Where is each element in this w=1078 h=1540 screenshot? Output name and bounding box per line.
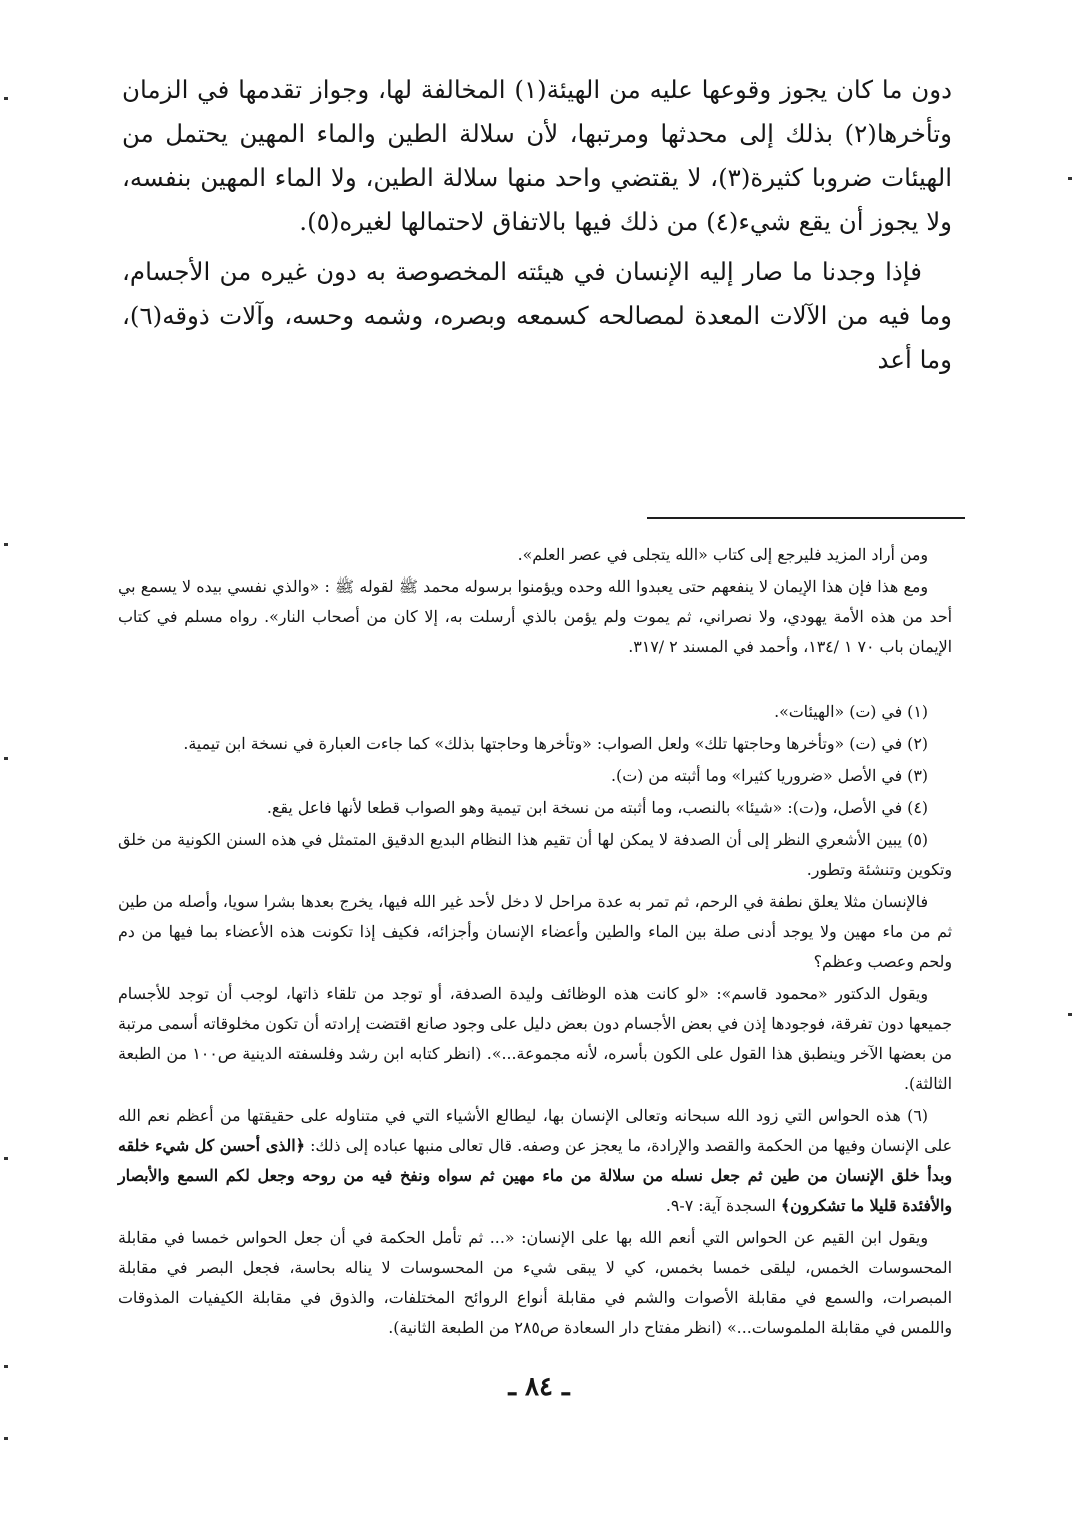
footnote-6-continued: ويقول ابن القيم عن الحواس التي أنعم الله بها على الإنسان: «... ثم تأمل الحكمة في أن جعل الحواس خمسا في مقابلة المحسوسات الخمس، ليلقى خمسا بخمس، كي لا يبقى شيء من المحسوسات لا يناله بحاسة، فجعل البصر في مقابلة المبصرات، والسمع في مقابلة الأصوات والشم في مقابلة أنواع الروائح المختلفات، والذوق في مقابلة الكيفيات المذوقات واللمس في مقابلة الملموسات...» (انظر مفتاح دار السعادة ص٢٨٥ من الطبعة الثانية). — [118, 1228, 952, 1337]
footnote-line: ومن أراد المزيد فليرجع إلى كتاب «الله يتجلى في عصر العلم». — [517, 545, 928, 564]
quran-verse: ﴿الذى أحسن كل شيء خلقه وبدأ خلق الإنسان من طين ثم جعل نسله من سلالة من ماء مهين ثم سواه ونفخ فيه من روحه وجعل لكم السمع والأبصار والأفئدة قليلا ما تشكرون﴾ — [118, 1136, 952, 1215]
main-paragraph: دون ما كان يجوز وقوعها عليه من الهيئة(١) المخالفة لها، وجواز تقدمها في الزمان وتأخرها(٢) بذلك إلى محدثها ومرتبها، لأن سلالة الطين والماء المهين يحتمل من الهيئات ضروبا كثيرة(٣)، لا يقتضي واحد منها سلالة الطين، ولا الماء المهين بنفسه، ولا يجوز أن يقع شيء(٤) من ذلك فيها بالاتفاق لاحتمالها لغيره(٥). — [122, 75, 952, 236]
verse-reference: السجدة آية: ٧-٩. — [665, 1196, 776, 1215]
scan-mark — [1068, 177, 1072, 180]
scan-mark — [4, 757, 8, 760]
footnote-6 — [118, 1101, 952, 1221]
footnote-5-quote: ويقول الدكتور «محمود قاسم»: «لو كانت هذه الوظائف وليدة الصدفة، أو توجد من تلقاء ذاتها، لوجب أن توجد للأجسام جميعها دون تفرقة، فوجودها إذن في بعض الأجسام دون بعض دليل على وجود صانع اقتضت إرادته أن تكون مخلوقاته أسمى مرتبة من بعضها الآخر وينطبق هذا القول على الكون بأسره، لأنه مجموعة...». (انظر كتابه ابن رشد وفلسفته الدينية ص١٠٠ من الطبعة الثالثة). — [118, 984, 952, 1093]
footnote-5: (٥) يبين الأشعري النظر إلى أن الصدفة لا يمكن لها أن تقيم هذا النظام البديع الدقيق المتمثل في هذه السنن الكونية من خلق وتكوين وتنشئة وتطور. — [118, 830, 952, 879]
footnote-4: (٤) في الأصل، و(ت): «شيئا» بالنصب، وما أثبته من نسخة ابن تيمية وهو الصواب قطعا لأنها فاعل يقع. — [266, 798, 928, 817]
page-number: ـ ٨٤ ـ — [508, 1372, 570, 1402]
scan-mark — [4, 1437, 8, 1440]
scan-mark — [1068, 1013, 1072, 1016]
footnote-line: ومع هذا فإن هذا الإيمان لا ينفعهم حتى يعبدوا الله وحده ويؤمنوا برسوله محمد ﷺ لقوله ﷺ : «والذي نفسي بيده لا يسمع بي أحد من هذه الأمة يهودي، ولا نصراني، ثم يموت ولم يؤمن بالذي أرسلت به، إلا كان من أصحاب النار». رواه مسلم في كتاب الإيمان باب ٧٠ ١ /١٣٤، وأحمد في المسند ٢ /٣١٧. — [118, 577, 952, 656]
footnote-3: (٣) في الأصل «ضروريا كثيرا» وما أثبته من (ت). — [611, 766, 928, 785]
scan-mark — [4, 1157, 8, 1160]
footnotes-block — [118, 697, 952, 1345]
main-paragraph: فإذا وجدنا ما صار إليه الإنسان في هيئته المخصوصة به دون غيره من الأجسام، وما فيه من الآلات المعدة لمصالحه كسمعه وبصره، وشمه وحسه، وآلات ذوقه(٦)، وما أعد — [122, 257, 952, 374]
footnote-separator — [647, 517, 965, 519]
main-text-block — [122, 68, 952, 388]
scan-mark — [4, 543, 8, 546]
footnote-6-intro: (٦) هذه الحواس التي زود الله سبحانه وتعالى الإنسان بها، ليطالع الأشياء التي في متناوله على حقيقتها من أعظم نعم الله على الإنسان وفيها من الحكمة والقصد والإرادة، ما يعجز عن وصفه. قال تعالى منبها عباده إلى ذلك: — [118, 1106, 952, 1155]
scan-mark — [4, 1365, 8, 1368]
footnote-2: (٢) في (ت) «وتأخرها وحاجتها تلك» ولعل الصواب: «وتأخرها وحاجتها بذلك» كما جاءت العبارة في نسخة ابن تيمية. — [183, 734, 928, 753]
footnote-5-continued: فالإنسان مثلا يعلق نطفة في الرحم، ثم تمر به عدة مراحل لا دخل لأحد غير الله فيها، يخرج بعدها بشرا سويا، وأصله من طين ثم من ماء مهين ولا يوجد أدنى صلة بين الماء والطين وأعضاء الإنسان وأجزائه، فكيف إذا تكونت هذه الأعضاء بما فيها من دم ولحم وعصب وعظم؟ — [118, 892, 952, 971]
continued-footnote-block — [118, 540, 952, 664]
scan-mark — [4, 97, 8, 100]
footnote-1: (١) في (ت) «الهيئات». — [774, 702, 928, 721]
